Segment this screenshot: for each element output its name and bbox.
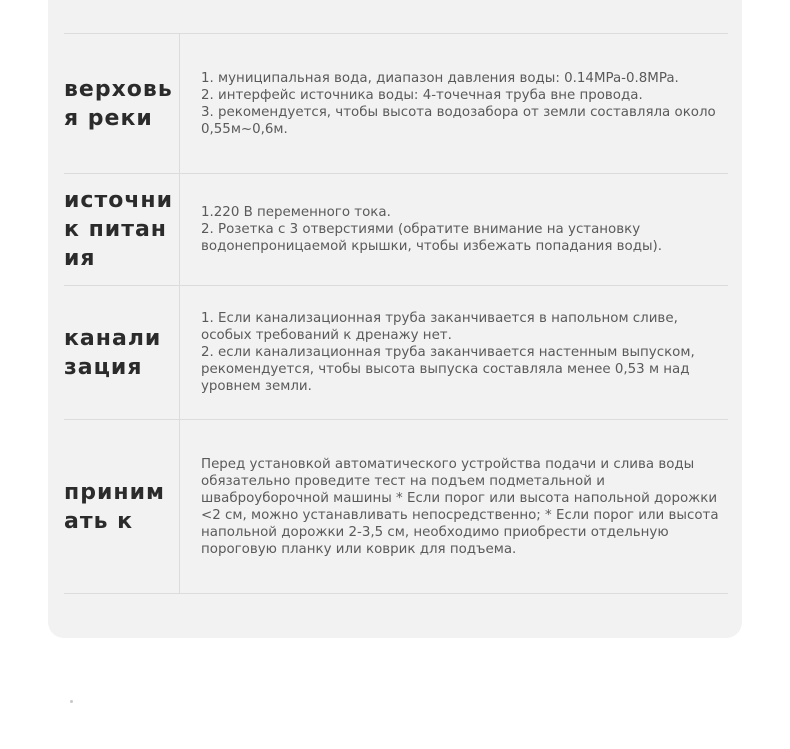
row-value-line: 2. интерфейс источника воды: 4-точечная труба вне провода.	[201, 87, 643, 103]
table-row-water-supply	[64, 33, 728, 174]
table-row-drainage	[64, 286, 728, 420]
decorative-dot	[70, 700, 73, 703]
row-value-line: 1.220 В переменного тока.	[201, 205, 391, 220]
row-value	[201, 70, 728, 138]
row-value	[201, 204, 728, 255]
row-value-line: 3. рекомендуется, чтобы высота водозабора от земли составляла около 0,55м~0,6м.	[201, 104, 716, 137]
row-label: принимать к	[64, 479, 165, 534]
row-value-line: 1. муниципальная вода, диапазон давления воды: 0.14MPa-0.8MPa.	[201, 70, 679, 86]
row-value-line: Перед установкой автоматического устройства подачи и слива воды обязательно проведите тест на подъем подметальной и швабpоуборочной машины * Если порог или высота напольной дорожки <2 см, можно устанавливать непосредственно; * Если порог или высота напольной дорожки 2-3,5 см, необходимо приобрести отдельную пороговую планку или коврик для подъема.	[201, 456, 719, 557]
row-label-cell	[64, 286, 180, 419]
row-value-cell	[180, 420, 728, 593]
row-label: источник питания	[64, 188, 174, 271]
row-value-cell	[180, 174, 728, 285]
row-value	[201, 456, 728, 558]
row-value-cell	[180, 286, 728, 419]
row-label-cell	[64, 174, 180, 285]
row-value-line: 1. Если канализационная труба заканчивается в напольном сливе, особых требований к дренажу нет.	[201, 311, 678, 343]
row-label: верховья реки	[64, 76, 173, 131]
table-row-power-supply	[64, 174, 728, 286]
row-value-line: 2. Розетка с 3 отверстиями (обратите внимание на установку водонепроницаемой крышки, чтобы избежать попадания воды).	[201, 222, 663, 254]
table-row-threshold	[64, 420, 728, 594]
row-label-cell	[64, 420, 180, 593]
installation-requirements-table	[64, 33, 728, 594]
row-label: канализация	[64, 325, 162, 380]
row-value	[201, 310, 728, 395]
row-value-cell	[180, 34, 728, 173]
row-value-line: 2. если канализационная труба заканчивается настенным выпуском, рекомендуется, чтобы высота выпуска составляла менее 0,53 м над уровнем земли.	[201, 345, 695, 394]
row-label-cell	[64, 34, 180, 173]
